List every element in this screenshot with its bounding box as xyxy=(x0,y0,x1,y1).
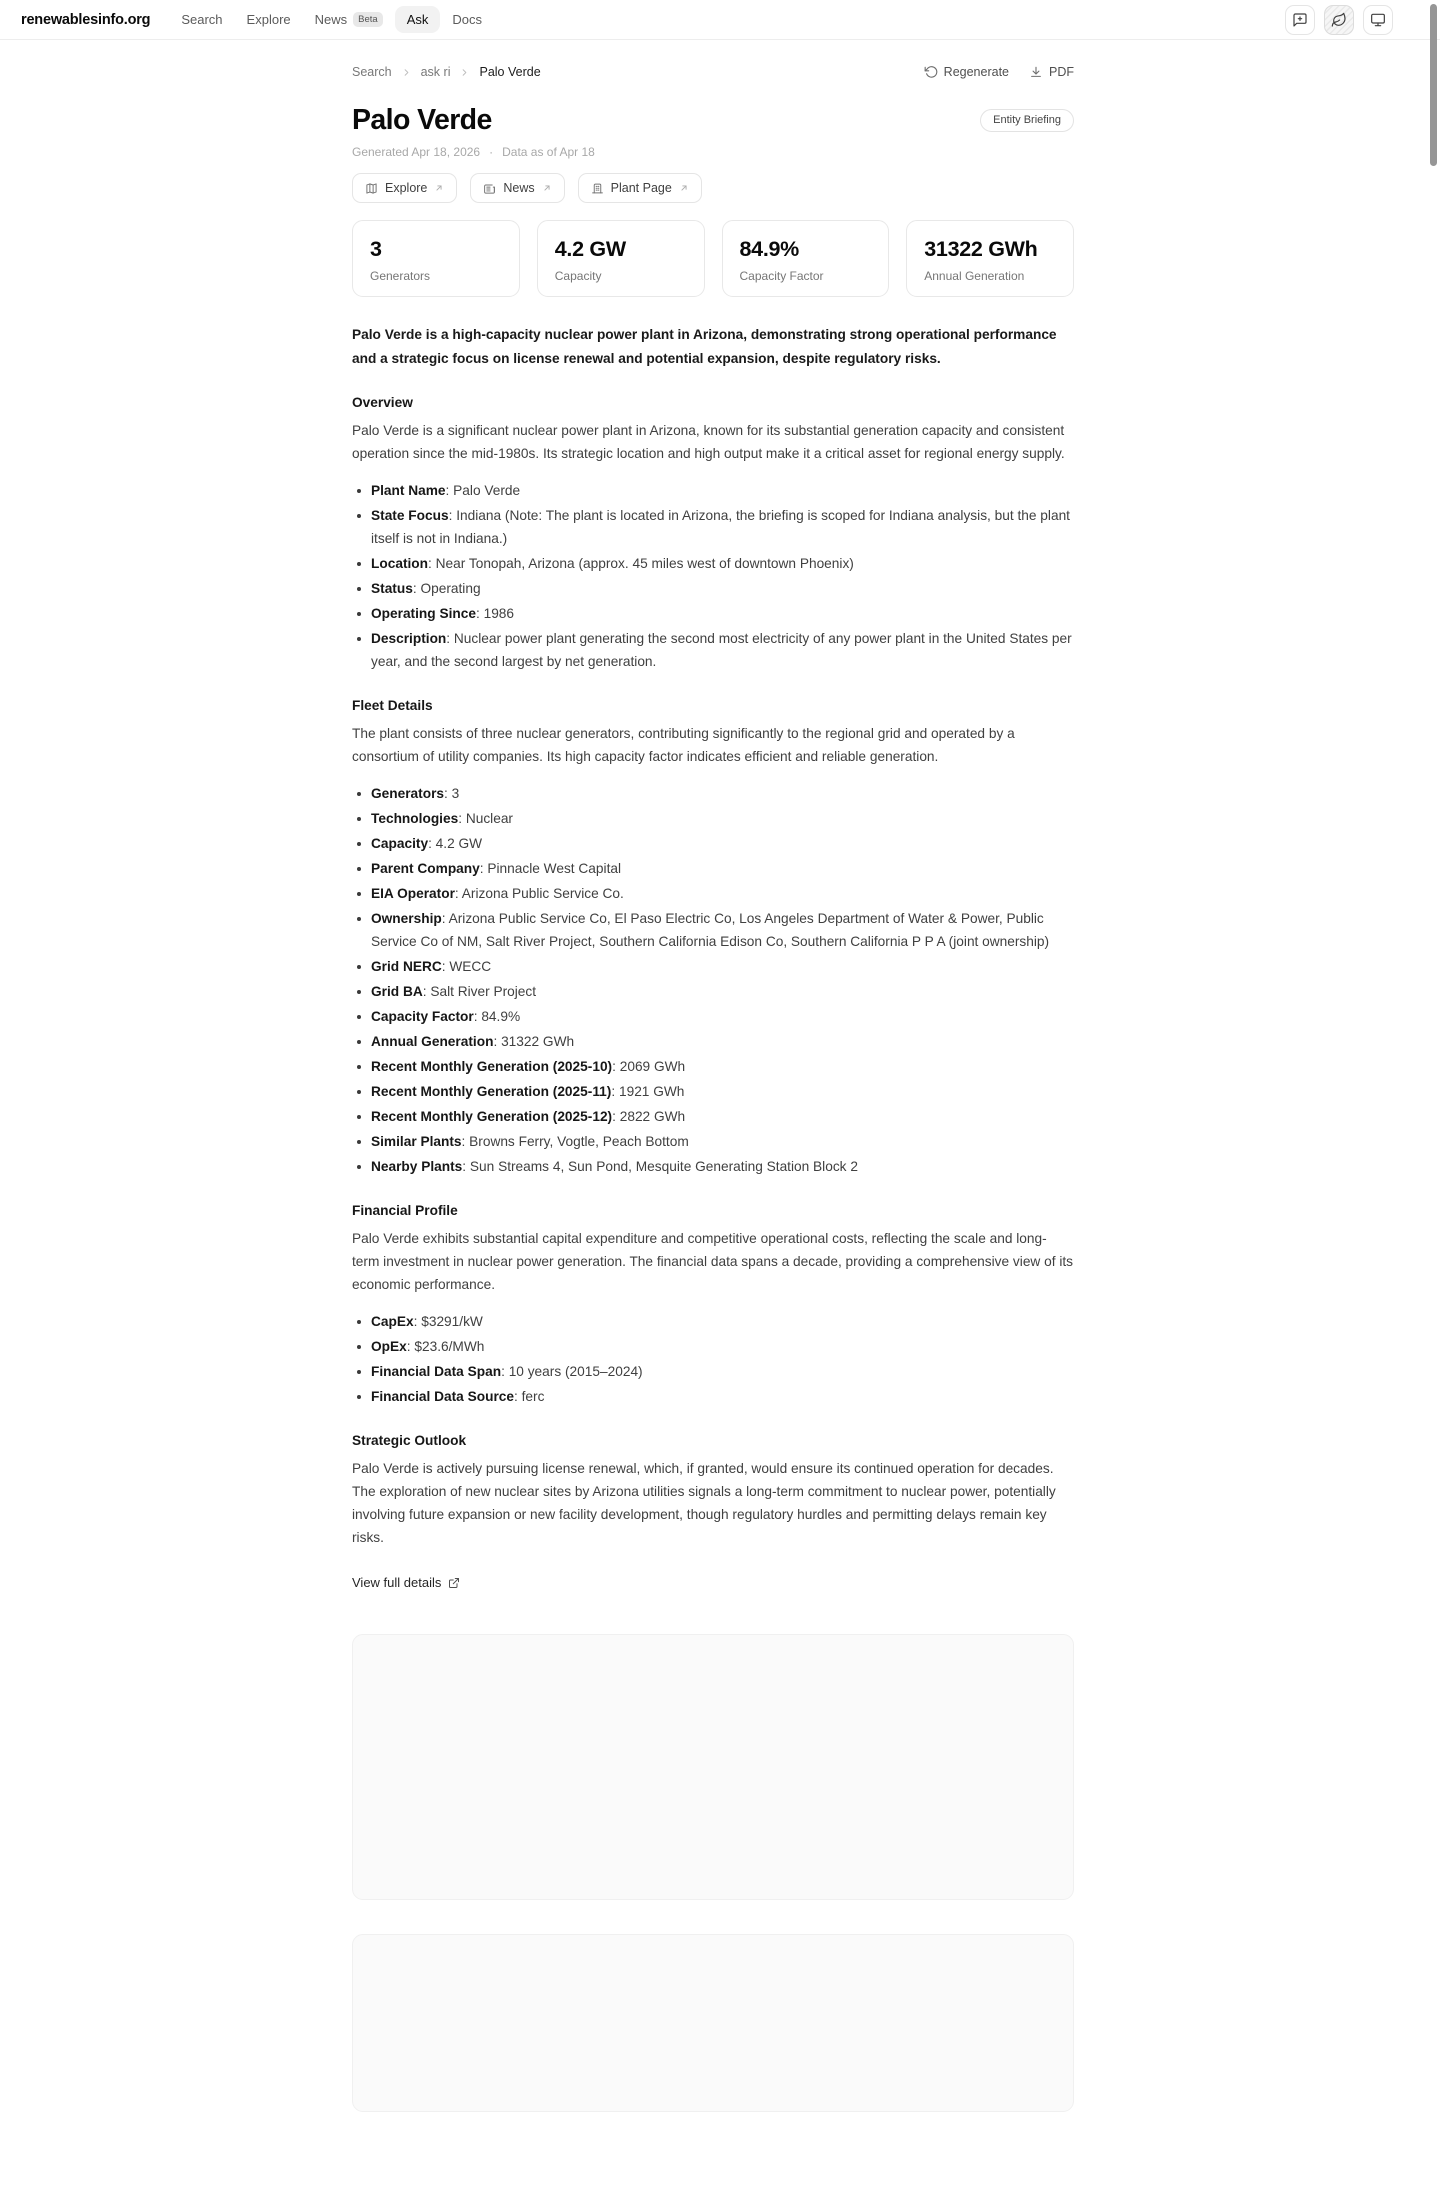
primary-nav xyxy=(169,6,494,33)
doc-actions xyxy=(924,65,1074,79)
quick-links xyxy=(352,173,1074,203)
quick-link-news[interactable] xyxy=(470,173,564,203)
bullet-term: State Focus : xyxy=(371,508,456,523)
list-item xyxy=(352,1105,1074,1128)
page-title: Palo Verde xyxy=(352,104,492,136)
list-item xyxy=(352,602,1074,625)
bullet-text: Salt River Project xyxy=(430,984,537,999)
section-heading: Overview xyxy=(352,395,413,410)
bullet-term: Plant Name : xyxy=(371,483,453,498)
list-item xyxy=(352,955,1074,978)
stat-card xyxy=(722,220,890,297)
list-item xyxy=(352,807,1074,830)
report-section xyxy=(352,1432,1074,1549)
section-paragraph: Palo Verde is actively pursuing license renewal, which, if granted, would ensure its continued operation for decades. The exploration of new nuclear sites by Arizona utilities signals a long-term commitment to nuclear power, potentially involving future expansion or new facility development, though regulatory hurdles and permitting delays remain key risks. xyxy=(352,1461,1056,1545)
section-paragraph: Palo Verde is a significant nuclear power plant in Arizona, known for its substantial generation capacity and consistent operation since the mid-1980s. Its strategic location and high output make it a critical asset for regional energy supply. xyxy=(352,423,1065,461)
list-item xyxy=(352,1080,1074,1103)
section-paragraph: The plant consists of three nuclear generators, contributing significantly to the regional grid and operated by a consortium of utility companies. Its high capacity factor indicates efficient and reliable generation. xyxy=(352,726,1015,764)
feedback-message-plus-icon xyxy=(1292,12,1308,28)
bullet-term: Similar Plants : xyxy=(371,1134,469,1149)
stat-value: 84.9% xyxy=(739,237,799,261)
bullet-term: Recent Monthly Generation (2025-10) : xyxy=(371,1059,620,1074)
bullet-text: 1986 xyxy=(483,606,515,621)
bullet-text: $23.6/MWh xyxy=(414,1339,485,1354)
briefing-summary: Palo Verde is a high-capacity nuclear power plant in Arizona, demonstrating strong operational performance and a strategic focus on license renewal and potential expansion, despite regulatory risks. xyxy=(352,327,1057,366)
stat-label: Generators xyxy=(370,269,431,283)
bullet-term: Ownership : xyxy=(371,911,449,926)
section-bullet-list xyxy=(352,479,1074,673)
bullet-term: Status : xyxy=(371,581,420,596)
chart-placeholder xyxy=(352,1634,1074,1900)
regenerate-button[interactable]: Regenerate xyxy=(924,65,1009,79)
quick-link-label: Explore xyxy=(385,181,428,195)
quick-link-explore[interactable] xyxy=(352,173,457,203)
stat-value: 4.2 GW xyxy=(554,237,626,261)
bullet-term: Annual Generation : xyxy=(371,1034,501,1049)
scrollbar-thumb[interactable] xyxy=(1430,4,1437,166)
bullet-term: Operating Since : xyxy=(371,606,484,621)
nav-item-ask[interactable]: Ask xyxy=(395,6,441,33)
chevron-right-icon xyxy=(459,67,470,78)
bullet-term: Financial Data Span : xyxy=(371,1364,509,1379)
nav-actions xyxy=(1285,5,1393,35)
bullet-text: Arizona Public Service Co, El Paso Electric Co, Los Angeles Department of Water & Power, Public Service Co of NM, Salt River Project, Southern California Edison Co, Southern California P P A (joint ownership) xyxy=(371,911,1050,949)
quick-link-plant-page[interactable] xyxy=(578,173,702,203)
bullet-term: Nearby Plants : xyxy=(371,1159,470,1174)
list-item xyxy=(352,1055,1074,1078)
list-item xyxy=(352,1335,1074,1358)
stat-label: Capacity Factor xyxy=(739,269,824,283)
bullet-term: OpEx : xyxy=(371,1339,414,1354)
list-item xyxy=(352,882,1074,905)
top-nav xyxy=(0,0,1440,40)
stat-card xyxy=(906,220,1074,297)
stat-value: 31322 GWh xyxy=(924,237,1038,261)
bullet-text: ferc xyxy=(521,1389,545,1404)
pdf-download-button[interactable]: PDF xyxy=(1029,65,1074,79)
section-heading: Financial Profile xyxy=(352,1203,458,1218)
nav-item-search[interactable]: Search xyxy=(181,12,223,27)
bullet-term: Grid NERC : xyxy=(371,959,449,974)
bullet-term: Financial Data Source : xyxy=(371,1389,522,1404)
building-icon xyxy=(591,182,604,195)
meta-separator: · xyxy=(489,145,494,159)
stat-card xyxy=(537,220,705,297)
section-bullet-list xyxy=(352,1310,1074,1408)
breadcrumb-search[interactable]: Search xyxy=(352,65,392,79)
list-item xyxy=(352,857,1074,880)
bullet-text: $3291/kW xyxy=(421,1314,483,1329)
nav-item-news[interactable]: News Beta xyxy=(303,6,395,33)
bullet-term: Capacity : xyxy=(371,836,436,851)
stat-label: Capacity xyxy=(554,269,602,283)
list-item xyxy=(352,980,1074,1003)
nav-item-explore[interactable]: Explore xyxy=(246,12,291,27)
nav-item-docs[interactable]: Docs xyxy=(452,12,482,27)
bullet-text: Browns Ferry, Vogtle, Peach Bottom xyxy=(469,1134,689,1149)
bullet-term: Description : xyxy=(371,631,454,646)
list-item xyxy=(352,1310,1074,1333)
list-item xyxy=(352,552,1074,575)
entity-briefing-badge: Entity Briefing xyxy=(980,109,1074,132)
stat-value: 3 xyxy=(370,237,382,261)
external-link-icon xyxy=(448,1577,460,1589)
bullet-term: Location : xyxy=(371,556,436,571)
arrow-up-right-icon xyxy=(434,183,444,193)
content-column xyxy=(352,65,1074,2112)
bullet-text: 84.9% xyxy=(481,1009,521,1024)
chevron-right-icon xyxy=(401,67,412,78)
breadcrumb-current: Palo Verde xyxy=(479,65,541,79)
bullet-text: 1921 GWh xyxy=(618,1084,685,1099)
bullet-text: Palo Verde xyxy=(453,483,521,498)
leaf-icon xyxy=(1331,12,1347,28)
report-section xyxy=(352,1202,1074,1408)
bullet-term: CapEx : xyxy=(371,1314,421,1329)
arrow-up-right-icon xyxy=(679,183,689,193)
bullet-term: Recent Monthly Generation (2025-12) : xyxy=(371,1109,620,1124)
stat-card xyxy=(352,220,520,297)
stats-row xyxy=(352,220,1074,297)
breadcrumb xyxy=(352,65,541,79)
stat-label: Annual Generation xyxy=(924,269,1025,283)
bullet-term: EIA Operator : xyxy=(371,886,462,901)
rotate-ccw-icon xyxy=(924,65,938,79)
list-item xyxy=(352,1155,1074,1178)
bullet-text: 4.2 GW xyxy=(435,836,483,851)
meta-line xyxy=(352,145,1074,159)
quick-link-label: News xyxy=(503,181,535,195)
bullet-term: Recent Monthly Generation (2025-11) : xyxy=(371,1084,619,1099)
leaf-mode-button[interactable] xyxy=(1324,5,1354,35)
display-button[interactable] xyxy=(1363,5,1393,35)
bullet-text: 10 years (2015–2024) xyxy=(508,1364,643,1379)
report-section xyxy=(352,697,1074,1178)
list-item xyxy=(352,504,1074,550)
list-item xyxy=(352,907,1074,953)
list-item xyxy=(352,1130,1074,1153)
feedback-button[interactable] xyxy=(1285,5,1315,35)
bullet-text: WECC xyxy=(449,959,492,974)
section-heading: Strategic Outlook xyxy=(352,1433,467,1448)
breadcrumb-row xyxy=(352,65,1074,79)
list-item xyxy=(352,832,1074,855)
list-item xyxy=(352,1385,1074,1408)
bullet-text: Pinnacle West Capital xyxy=(487,861,622,876)
data-as-of: Data as of Apr 18 xyxy=(502,145,595,159)
report-sections xyxy=(352,394,1074,1549)
bullet-text: Operating xyxy=(420,581,481,596)
list-item xyxy=(352,1030,1074,1053)
list-item xyxy=(352,479,1074,502)
list-item xyxy=(352,627,1074,673)
list-item xyxy=(352,782,1074,805)
quick-link-label: Plant Page xyxy=(610,181,672,195)
list-item xyxy=(352,1005,1074,1028)
bullet-text: 3 xyxy=(451,786,460,801)
display-icon xyxy=(1370,12,1386,28)
bullet-text: 2822 GWh xyxy=(619,1109,686,1124)
brand-logo[interactable]: renewablesinfo.org xyxy=(21,11,151,28)
bullet-term: Generators : xyxy=(371,786,452,801)
bullet-text: 31322 GWh xyxy=(501,1034,575,1049)
generated-date: Generated Apr 18, 2026 xyxy=(352,145,481,159)
view-full-details-link[interactable]: View full details xyxy=(352,1575,460,1590)
bullet-term: Parent Company : xyxy=(371,861,487,876)
bullet-term: Grid BA : xyxy=(371,984,430,999)
download-icon xyxy=(1029,65,1043,79)
bullet-text: Nuclear xyxy=(465,811,513,826)
bullet-term: Capacity Factor : xyxy=(371,1009,481,1024)
report-section xyxy=(352,394,1074,673)
title-row xyxy=(352,103,1074,137)
section-bullet-list xyxy=(352,782,1074,1178)
bullet-text: Indiana (Note: The plant is located in Arizona, the briefing is scoped for Indiana analysis, but the plant itself is not in Indiana.) xyxy=(371,508,1070,546)
bullet-text: Near Tonopah, Arizona (approx. 45 miles west of downtown Phoenix) xyxy=(435,556,854,571)
beta-badge: Beta xyxy=(353,12,383,27)
chart-placeholder xyxy=(352,1934,1074,2112)
newspaper-icon xyxy=(483,182,496,195)
section-paragraph: Palo Verde exhibits substantial capital expenditure and competitive operational costs, reflecting the scale and long-term investment in nuclear power generation. The financial data spans a decade, providing a comprehensive view of its economic performance. xyxy=(352,1231,1074,1292)
map-icon xyxy=(365,182,378,195)
breadcrumb-ask-ri[interactable]: ask ri xyxy=(420,65,451,79)
bullet-term: Technologies : xyxy=(371,811,466,826)
list-item xyxy=(352,1360,1074,1383)
bullet-text: Arizona Public Service Co. xyxy=(461,886,624,901)
arrow-up-right-icon xyxy=(542,183,552,193)
bullet-text: Nuclear power plant generating the second most electricity of any power plant in the United States per year, and the second largest by net generation. xyxy=(371,631,1072,669)
section-heading: Fleet Details xyxy=(352,698,433,713)
bullet-text: Sun Streams 4, Sun Pond, Mesquite Generating Station Block 2 xyxy=(469,1159,858,1174)
list-item xyxy=(352,577,1074,600)
bullet-text: 2069 GWh xyxy=(619,1059,686,1074)
